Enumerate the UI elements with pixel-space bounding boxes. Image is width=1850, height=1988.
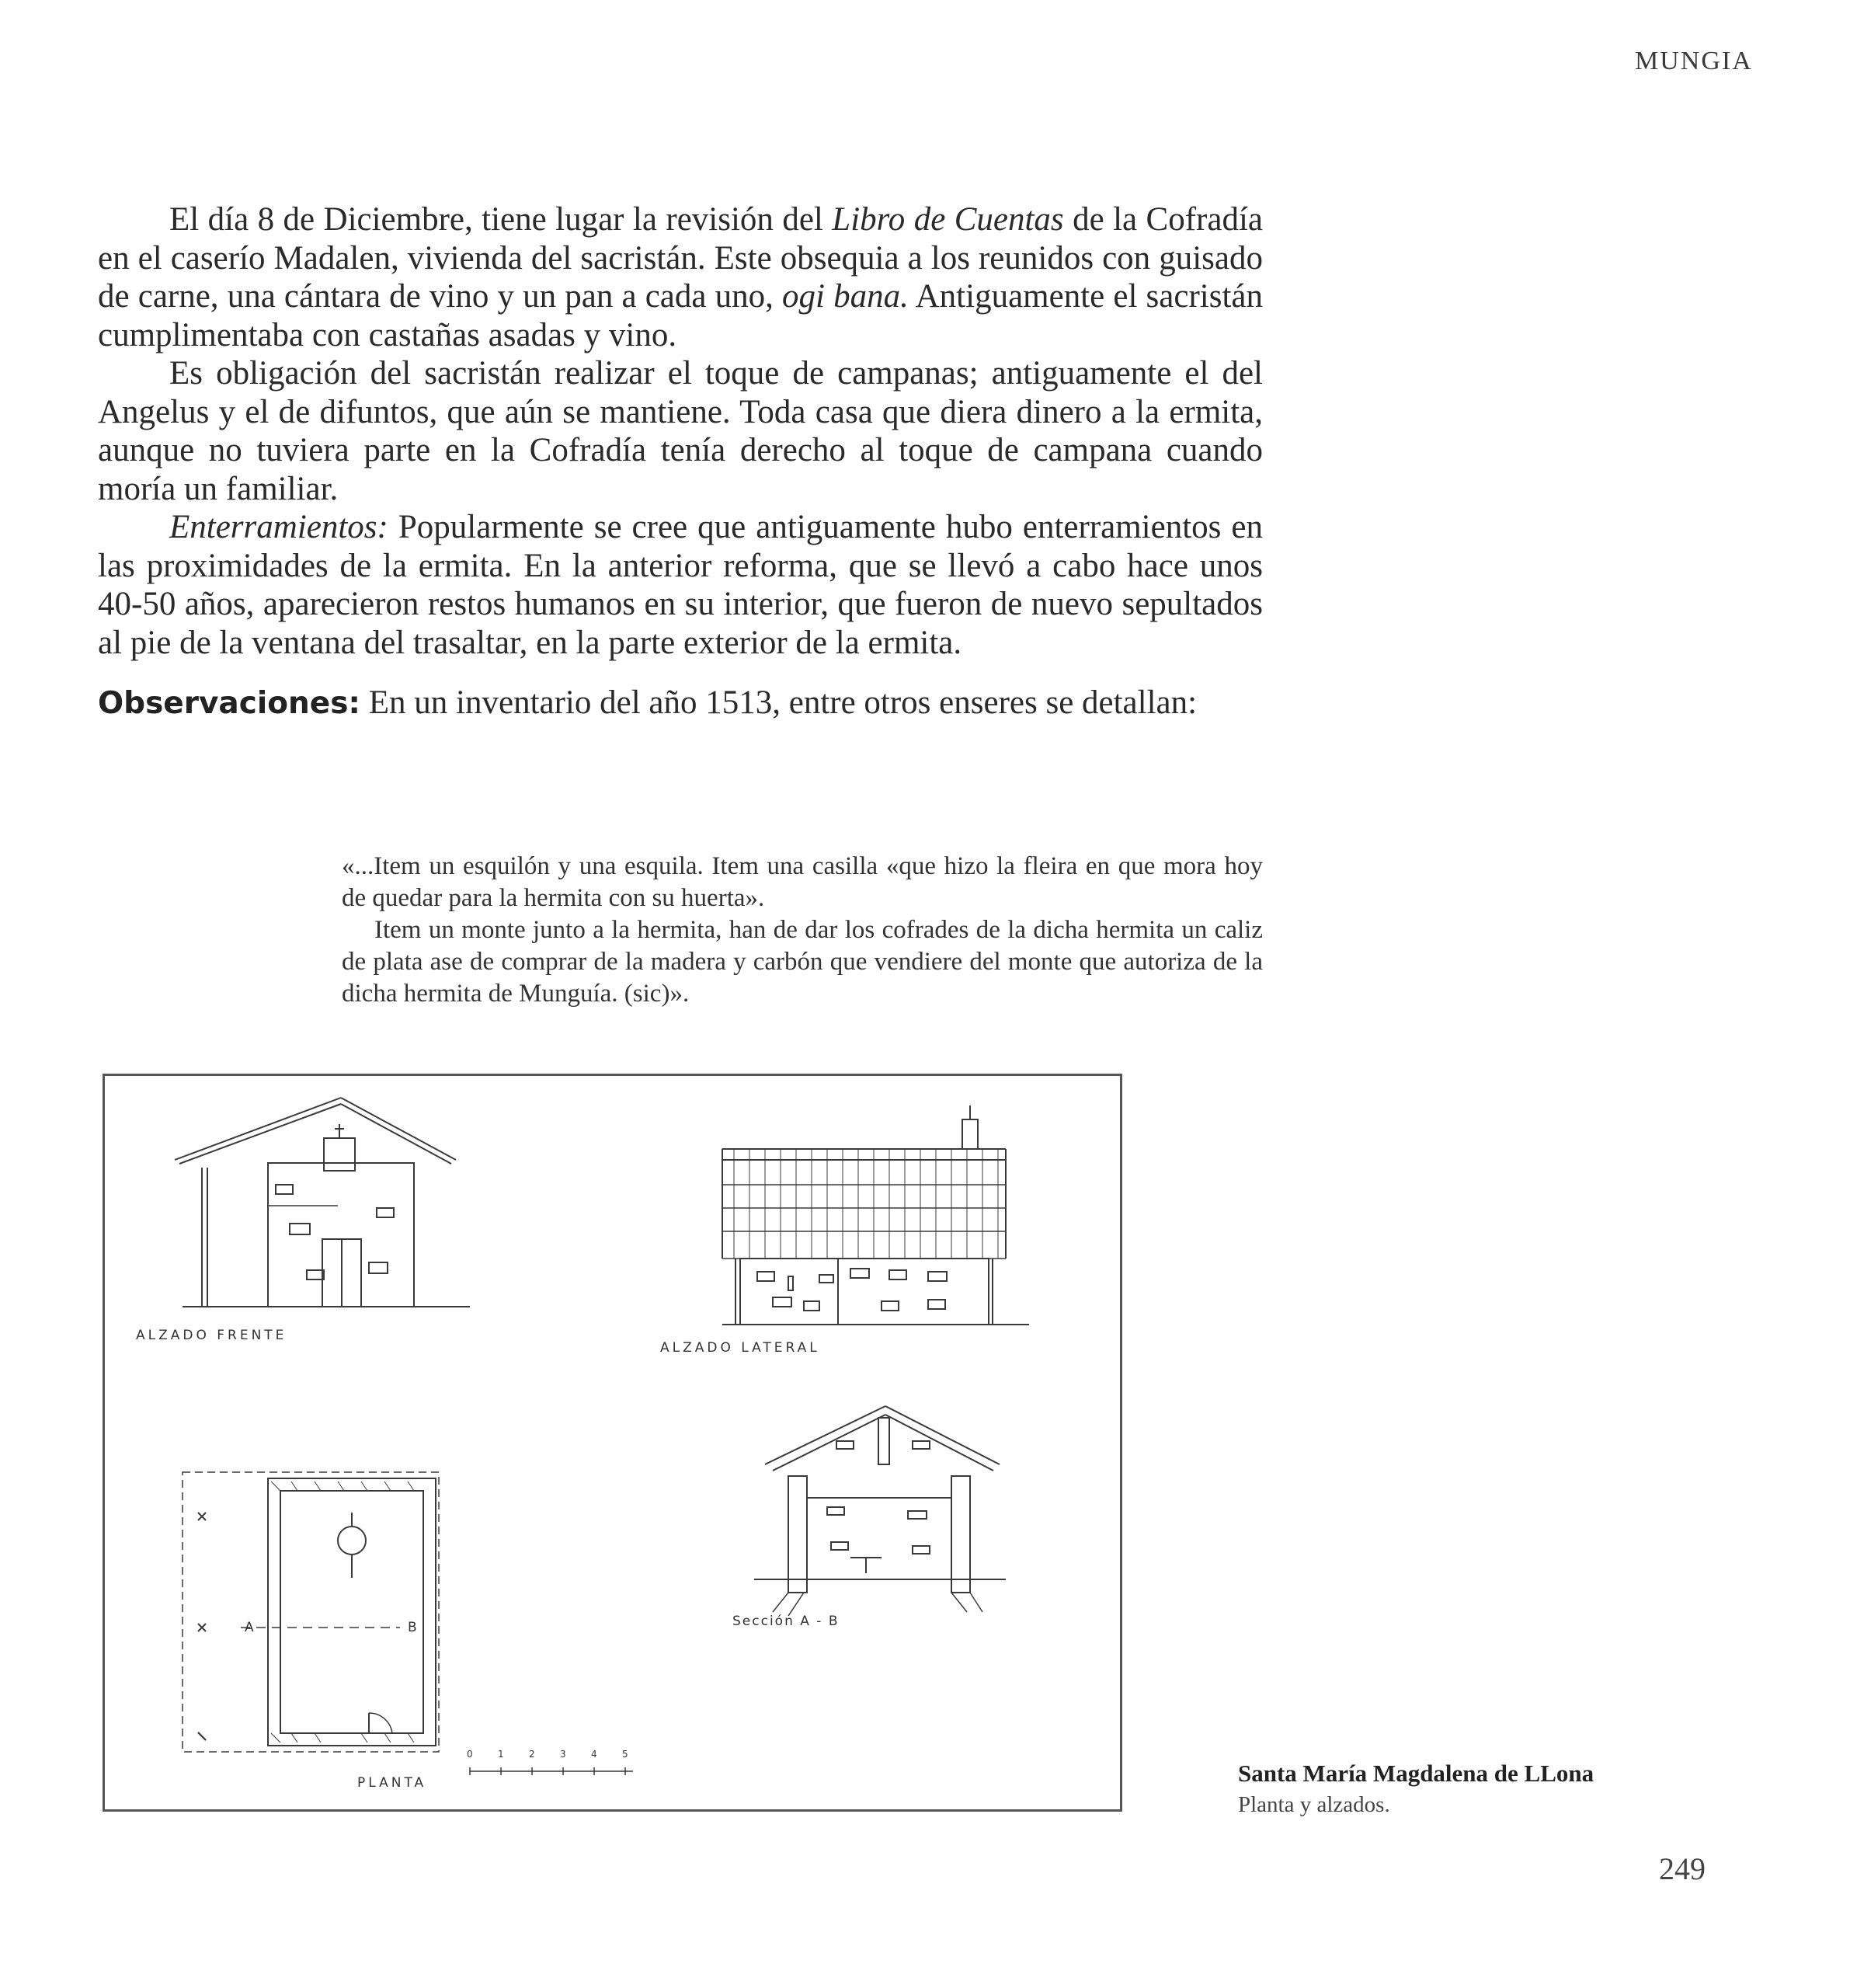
scale-tick-0: 0 [467,1749,476,1760]
label-front-elevation: ALZADO FRENTE [136,1328,287,1343]
paragraph-observaciones: Observaciones: En un inventario del año 1513, entre otros enseres se detallan: [98,684,1198,721]
label-section: Sección A - B [732,1614,840,1629]
label-plan: PLANTA [357,1775,427,1791]
label-mark-b: B [408,1620,420,1635]
scale-tick-5: 5 [622,1749,631,1760]
quote-paragraph-1: «...Item un esquilón y una esquila. Item una casilla «que hizo la fleira en que mora hoy de quedar para la hermita con su huerta». [342,852,1263,912]
drawing-canvas [105,1076,1125,1814]
paragraph-3: Enterramientos: Popularmente se cree que antiguamente hubo enterramientos en las proximidades de la ermita. En la anterior reforma, que se llevó a cabo hace unos 40-50 años, aparecieron restos humanos en su interior, que fueron de nuevo sepultados al pie de la ventana del trasaltar, en la parte exterior de la ermita. [98,509,1263,661]
side-elevation-drawing [722,1105,1029,1325]
label-mark-a: A [245,1620,257,1635]
running-head: MUNGIA [1635,47,1753,75]
figure-caption-subtitle: Planta y alzados. [1238,1792,1390,1817]
paragraph-1: El día 8 de Diciembre, tiene lugar la revisión del Libro de Cuentas de la Cofradía en el caserío Madalen, vivienda del sacristán. Este obsequia a los reunidos con guisado de carne, una cántara de vino y un pan a cada uno, ogi bana. Antiguamente el sacristán cumplimentaba con castañas asadas y vino. [98,201,1263,353]
scale-tick-3: 3 [560,1749,569,1760]
front-elevation-drawing [175,1098,470,1307]
quote-paragraph-2: Item un monte junto a la hermita, han de dar los cofrades de la dicha hermita un caliz de plata ase de comprar de la madera y carbón que vendiere del monte que autoriza de la dicha hermita de Munguía. (sic)». [342,916,1263,1008]
inventory-quote [342,851,1263,1010]
body-text [98,200,1263,723]
page-number: 249 [1659,1851,1706,1886]
observaciones-heading: Observaciones: [98,686,361,721]
label-side-elevation: ALZADO LATERAL [660,1340,820,1356]
scale-tick-4: 4 [591,1749,600,1760]
figure-caption-title: Santa María Magdalena de LLona [1238,1760,1594,1787]
scale-tick-1: 1 [498,1749,507,1760]
section-drawing [754,1406,1006,1616]
floor-plan-drawing [183,1472,439,1752]
architectural-drawing-figure [103,1074,1122,1812]
paragraph-2: Es obligación del sacristán realizar el toque de campanas; antiguamente el del Angelus y el de difuntos, que aún se mantiene. Toda casa que diera dinero a la ermita, aunque no tuviera parte en la Cofradía tenía derecho al toque de campana cuando moría un familiar. [98,355,1263,507]
scale-bar [470,1767,633,1775]
scale-tick-2: 2 [529,1749,538,1760]
